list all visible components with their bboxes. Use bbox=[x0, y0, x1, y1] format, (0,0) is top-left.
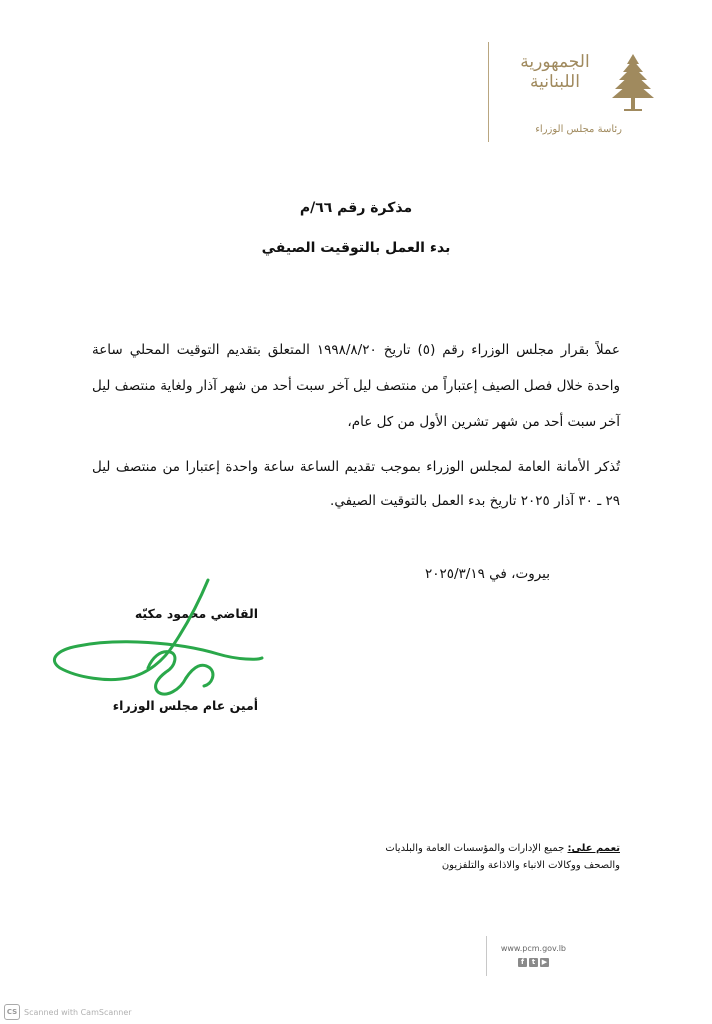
letterhead-line-2: اللبنانية bbox=[530, 72, 580, 92]
letterhead-divider bbox=[488, 42, 489, 142]
letterhead-office: رئاسة مجلس الوزراء bbox=[535, 124, 622, 135]
signer-name: القاضي محمود مكيّه bbox=[134, 606, 258, 621]
watermark-text: Scanned with CamScanner bbox=[24, 1007, 132, 1017]
signer-title: أمين عام مجلس الوزراء bbox=[112, 698, 258, 713]
distribution-line-1: جميع الإدارات والمؤسسات العامة والبلديات bbox=[385, 843, 565, 854]
letterhead-line-1: الجمهورية bbox=[520, 52, 590, 72]
distribution-list bbox=[330, 840, 620, 874]
signature-image bbox=[48, 574, 270, 704]
scanner-watermark bbox=[4, 1004, 132, 1020]
memo-subject: بدء العمل بالتوقيت الصيفي bbox=[261, 240, 451, 256]
body-paragraph-1: عملاً بقرار مجلس الوزراء رقم (٥) تاريخ ١٩٩٨/٨/٢٠ المتعلق بتقديم التوقيت المحلي ساعة واحدة خلال فصل الصيف إعتباراً من منتصف ليل آخر سبت أحد من شهر آذار ولغاية منتصف ليل آخر سبت أحد من شهر تشرين الأول من كل عام، bbox=[92, 341, 620, 430]
footer-divider bbox=[486, 936, 487, 976]
distribution-label: تعمم على: bbox=[567, 843, 620, 854]
place-date: بيروت، في ٢٠٢٥/٣/١٩ bbox=[424, 566, 550, 582]
memo-number: مذكرة رقم ٦٦/م bbox=[299, 200, 413, 216]
body-paragraph-2: تُذكر الأمانة العامة لمجلس الوزراء بموجب تقديم الساعة ساعة واحدة إعتبارا من منتصف ليل ٢٩ ـ ٣٠ آذار ٢٠٢٥ تاريخ بدء العمل بالتوقيت الصيفي. bbox=[92, 458, 620, 509]
camscanner-logo: CS bbox=[4, 1004, 20, 1020]
distribution-line-2: والصحف ووكالات الانباء والاذاعة والتلفزيون bbox=[441, 860, 620, 871]
cedar-icon bbox=[612, 52, 654, 116]
social-icons bbox=[518, 958, 549, 968]
facebook-icon: f bbox=[518, 958, 527, 967]
letterhead bbox=[488, 40, 668, 150]
letterhead-title bbox=[502, 52, 608, 92]
twitter-icon: t bbox=[529, 958, 538, 967]
footer-website: www.pcm.gov.lb bbox=[500, 944, 566, 953]
youtube-icon: ▶ bbox=[541, 958, 548, 966]
